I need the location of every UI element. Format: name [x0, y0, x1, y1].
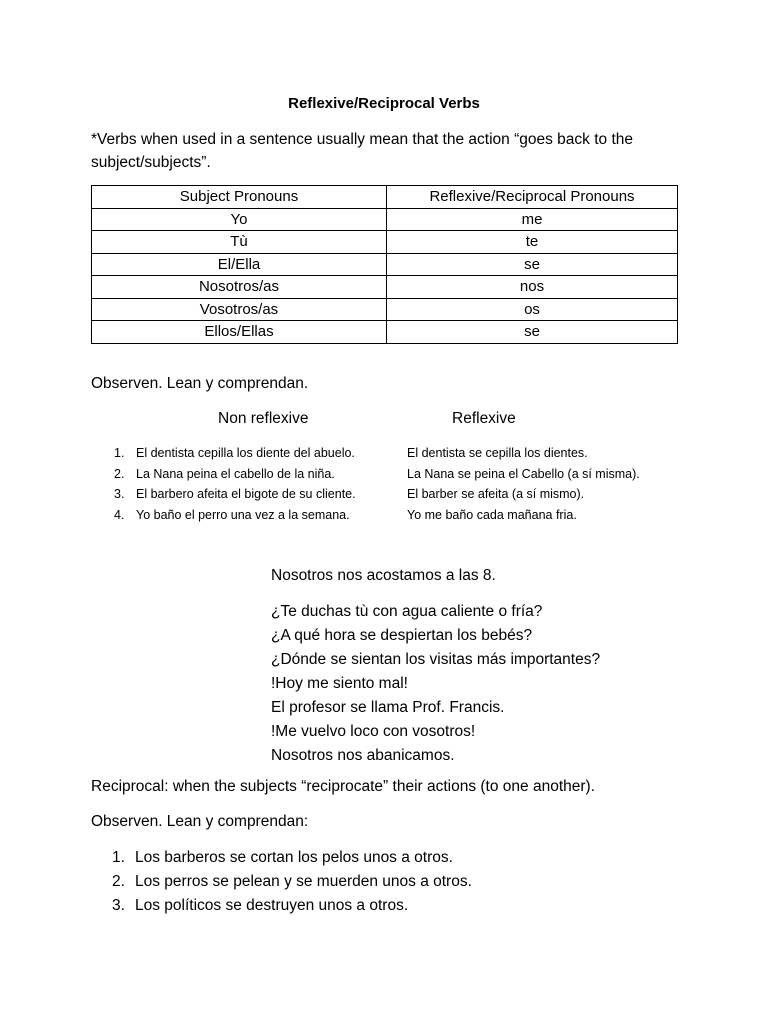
example-sentences-block — [271, 600, 600, 768]
table-row — [92, 298, 678, 321]
list-item — [108, 443, 708, 464]
non-reflexive-sentence: El dentista cepilla los diente del abuelo. — [136, 446, 355, 460]
reflexive-sentence: La Nana se peina el Cabello (a sí misma). — [407, 466, 640, 481]
example-sentence: Nosotros nos acostamos a las 8. — [271, 567, 496, 584]
table-row — [92, 231, 678, 254]
example-sentence: !Hoy me siento mal! — [271, 675, 408, 692]
subject-pronoun-cell: Nosotros/as — [92, 276, 387, 299]
observe-instruction-2: Observen. Lean y comprendan: — [91, 813, 309, 830]
header-subject-pronouns: Subject Pronouns — [92, 186, 387, 209]
reflexive-sentence: El dentista se cepilla los dientes. — [407, 446, 588, 460]
reflexive-pronoun-cell: te — [387, 231, 678, 254]
reflexive-heading: Reflexive — [452, 410, 516, 427]
reflexive-pronoun-cell: se — [387, 253, 678, 276]
subject-pronoun-cell: Vosotros/as — [92, 298, 387, 321]
page-title: Reflexive/Reciprocal Verbs — [288, 95, 480, 112]
non-reflexive-sentence: Yo baño el perro una vez a la semana. — [136, 508, 350, 523]
table-row — [92, 253, 678, 276]
reflexive-pronoun-cell: nos — [387, 276, 678, 299]
item-number: 3. — [112, 897, 125, 914]
table-row — [92, 208, 678, 231]
non-reflexive-sentence: El barbero afeita el bigote de su cliente. — [136, 487, 356, 502]
reflexive-sentence: Yo me baño cada mañana fria. — [407, 508, 577, 523]
item-number: 4. — [114, 508, 125, 523]
reciprocal-sentence: Los políticos se destruyen unos a otros. — [135, 897, 409, 914]
example-sentence: ¿A qué hora se despiertan los bebés? — [271, 627, 533, 644]
subject-pronoun-cell: Ellos/Ellas — [92, 321, 387, 344]
example-sentence: El profesor se llama Prof. Francis. — [271, 699, 505, 716]
intro-paragraph: *Verbs when used in a sentence usually mean that the action “goes back to the subject/subjects”. — [91, 131, 633, 171]
list-item — [108, 505, 708, 526]
table-header-row — [92, 186, 678, 209]
observe-instruction-1: Observen. Lean y comprendan. — [91, 375, 309, 392]
subject-pronoun-cell: El/Ella — [92, 253, 387, 276]
list-item — [108, 484, 708, 505]
pronoun-table — [91, 185, 678, 344]
item-number: 1. — [114, 446, 125, 460]
item-number: 2. — [114, 466, 125, 481]
header-reflexive-pronouns: Reflexive/Reciprocal Pronouns — [387, 186, 678, 209]
subject-pronoun-cell: Yo — [92, 208, 387, 231]
reciprocal-sentence: Los perros se pelean y se muerden unos a otros. — [135, 873, 472, 890]
reflexive-pronoun-cell: se — [387, 321, 678, 344]
item-number: 3. — [114, 487, 125, 502]
reflexive-sentence: El barber se afeita (a sí mismo). — [407, 487, 585, 502]
example-sentence: !Me vuelvo loco con vosotros! — [271, 723, 476, 740]
reciprocal-sentence: Los barberos se cortan los pelos unos a otros. — [135, 849, 453, 866]
list-item — [108, 464, 708, 485]
subject-pronoun-cell: Tù — [92, 231, 387, 254]
non-reflexive-heading: Non reflexive — [218, 410, 309, 427]
non-reflexive-sentence: La Nana peina el cabello de la niña. — [136, 466, 335, 481]
example-sentence: ¿Te duchas tù con agua caliente o fría? — [271, 603, 543, 620]
reciprocal-definition: Reciprocal: when the subjects “reciprocate” their actions (to one another). — [91, 778, 595, 795]
reflexive-pronoun-cell: me — [387, 208, 678, 231]
example-sentence: ¿Dónde se sientan los visitas más importantes? — [271, 651, 601, 668]
item-number: 1. — [112, 849, 125, 866]
example-sentence: Nosotros nos abanicamos. — [271, 747, 455, 764]
reflexive-pronoun-cell: os — [387, 298, 678, 321]
reflexive-examples-list — [108, 443, 708, 526]
item-number: 2. — [112, 873, 125, 890]
table-row — [92, 276, 678, 299]
table-row — [92, 321, 678, 344]
